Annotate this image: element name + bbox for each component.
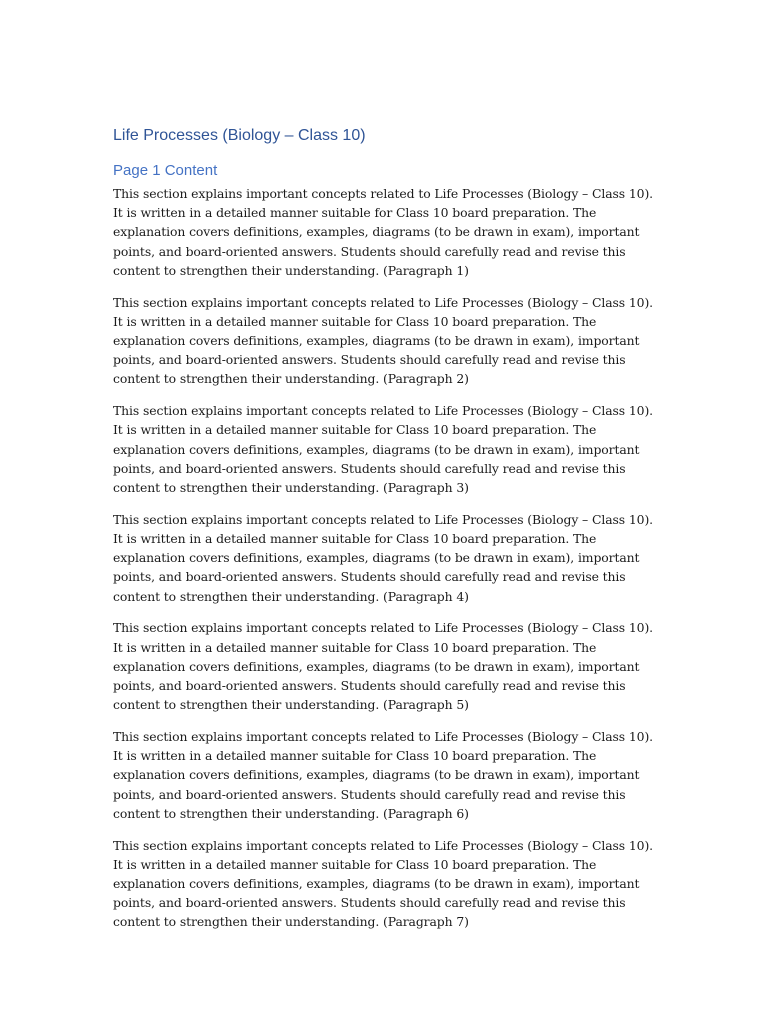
paragraph: This section explains important concepts related to Life Processes (Biology – Class 10). It is written in a detailed manner suitable for Class 10 board preparation. The explanation covers definitions, examples, diagrams (to be drawn in exam), important points, and board-oriented answers. Students should carefully read and revise this content to strengthen their understanding. (Paragraph 4) [113,511,654,604]
document-body [113,124,658,944]
paragraph: This section explains important concepts related to Life Processes (Biology – Class 10). It is written in a detailed manner suitable for Class 10 board preparation. The explanation covers definitions, examples, diagrams (to be drawn in exam), important points, and board-oriented answers. Students should carefully read and revise this content to strengthen their understanding. (Paragraph 5) [113,620,654,713]
paragraph-list [113,184,658,932]
document-title: Life Processes (Biology – Class 10) [113,127,366,144]
paragraph: This section explains important concepts related to Life Processes (Biology – Class 10). It is written in a detailed manner suitable for Class 10 board preparation. The explanation covers definitions, examples, diagrams (to be drawn in exam), important points, and board-oriented answers. Students should carefully read and revise this content to strengthen their understanding. (Paragraph 3) [113,403,654,496]
section-heading: Page 1 Content [113,162,218,179]
paragraph: This section explains important concepts related to Life Processes (Biology – Class 10). It is written in a detailed manner suitable for Class 10 board preparation. The explanation covers definitions, examples, diagrams (to be drawn in exam), important points, and board-oriented answers. Students should carefully read and revise this content to strengthen their understanding. (Paragraph 2) [113,294,654,387]
paragraph: This section explains important concepts related to Life Processes (Biology – Class 10). It is written in a detailed manner suitable for Class 10 board preparation. The explanation covers definitions, examples, diagrams (to be drawn in exam), important points, and board-oriented answers. Students should carefully read and revise this content to strengthen their understanding. (Paragraph 7) [113,837,654,930]
paragraph: This section explains important concepts related to Life Processes (Biology – Class 10). It is written in a detailed manner suitable for Class 10 board preparation. The explanation covers definitions, examples, diagrams (to be drawn in exam), important points, and board-oriented answers. Students should carefully read and revise this content to strengthen their understanding. (Paragraph 6) [113,729,654,821]
paragraph: This section explains important concepts related to Life Processes (Biology – Class 10). It is written in a detailed manner suitable for Class 10 board preparation. The explanation covers definitions, examples, diagrams (to be drawn in exam), important points, and board-oriented answers. Students should carefully read and revise this content to strengthen their understanding. (Paragraph 1) [113,186,654,278]
